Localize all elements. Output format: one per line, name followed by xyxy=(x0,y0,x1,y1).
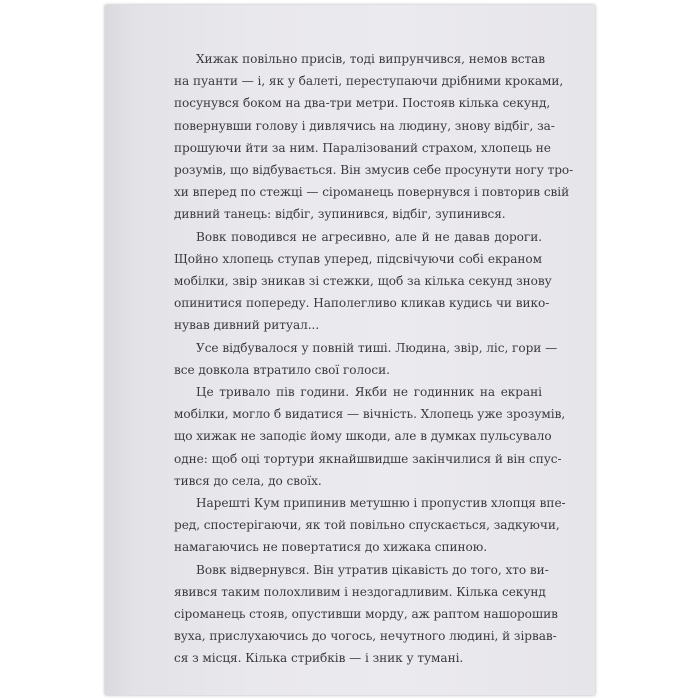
text-line: нував дивний ритуал... xyxy=(174,318,320,333)
text-line: Щойно хлопець ступав уперед, підсвічуючи собі екраном xyxy=(174,251,542,266)
text-line: Це тривало пів години. Якби не годинник на екрані xyxy=(196,385,542,400)
text-line: Нарешті Кум припинив метушню і пропустив хлопця впе- xyxy=(196,496,566,511)
text-line: на пуанти — і, як у балеті, переступаючи дрібними кроками, xyxy=(174,74,564,89)
paragraph xyxy=(174,48,574,226)
text-line: одне: щоб оці тортури якнайшвидше закінчилися й він спус- xyxy=(174,451,562,466)
text-line: вуха, прислухаючись до чогось, нечутного людині, й зірвав- xyxy=(174,629,557,644)
text-line: сіроманець стояв, опустивши морду, аж раптом нашорошив xyxy=(174,607,558,622)
text-line: дивний танець: відбіг, зупинився, відбіг, зупинився. xyxy=(174,207,506,222)
text-line: тився до села, до своїх. xyxy=(174,473,322,488)
text-line: Вовк поводився не агресивно, але й не давав дороги. xyxy=(196,229,542,244)
paragraph xyxy=(174,492,566,559)
text-line: що хижак не заподіє йому шкоди, але в думках пульсувало xyxy=(174,429,552,444)
text-line: мобілки, могло б видатися — вічність. Хлопець уже зрозумів, xyxy=(174,407,566,422)
paragraph xyxy=(174,226,552,337)
text-line: намагаючись не повертатися до хижака спиною. xyxy=(174,540,488,555)
text-line: хи вперед по стежці — сіроманець повернувся і повторив свій xyxy=(174,185,570,200)
text-line: явився таким полохливим і нездогадливим. Кілька секунд xyxy=(174,584,546,599)
text-line: Усе відбувалося у повній тиші. Людина, звір, ліс, гори — xyxy=(196,340,558,355)
text-line: ся з місця. Кілька стрибків — і зник у тумані. xyxy=(174,651,464,666)
text-line: опинитися попереду. Наполегливо кликав кудись чи вико- xyxy=(174,296,550,311)
text-line: мобілки, звір зникав зі стежки, щоб за кілька секунд знову xyxy=(174,274,552,289)
paragraph xyxy=(174,381,566,492)
text-line: прошуючи йти за ним. Паралізований страхом, хлопець не xyxy=(174,140,551,155)
text-line: розумів, що відбувається. Він змусив себе просунути ногу тро- xyxy=(174,163,574,178)
book-page xyxy=(105,5,595,695)
paragraph xyxy=(174,337,558,381)
text-line: Хижак повільно присів, тоді випрунчився, немов встав xyxy=(196,52,546,66)
paragraph xyxy=(174,559,558,670)
page-body-text xyxy=(174,48,574,670)
text-line: ред, спостерігаючи, як той повільно спускається, задкуючи, xyxy=(174,518,560,533)
text-line: все довкола втратило свої голоси. xyxy=(174,362,390,377)
text-line: повернувши голову і дивлячись на людину, знову відбіг, за- xyxy=(174,118,555,133)
text-line: Вовк відвернувся. Він утратив цікавість до того, хто ви- xyxy=(196,562,549,577)
text-line: посунувся боком на два-три метри. Постояв кілька секунд, xyxy=(174,96,551,111)
